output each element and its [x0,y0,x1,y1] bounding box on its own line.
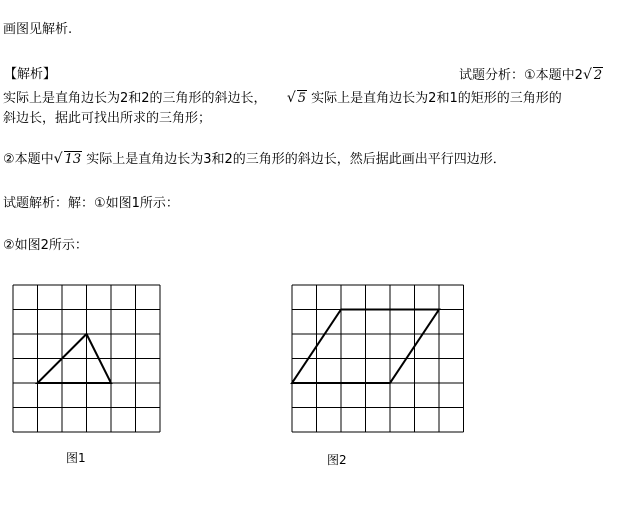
figure-2-label: 图2 [327,453,347,467]
analysis-line-3: 斜边长，据此可找出所求的三角形； [3,111,212,126]
solution-line-1: 试题解析：解：①如图1所示： [3,196,179,211]
solution-line-2: ②如图2所示： [3,238,88,253]
sqrt-13-expression: √ 13 [53,151,82,167]
figure-1-grid [13,285,160,432]
figure-1-label: 图1 [66,451,86,465]
sqrt-2-expression: √ 2 [582,67,603,83]
analysis-head-text: 试题分析：①本题中2 [459,68,583,83]
answer-line: 画图见解析. [3,22,73,37]
analysis-label: 【解析】 [4,67,57,82]
analysis-line-4a: ②本题中 [3,152,54,167]
sqrt-5-expression: √ 5 [286,90,307,106]
analysis-line-2a: 实际上是直角边长为2和2的三角形的斜边长， [3,91,267,106]
figure-2-grid [292,285,464,432]
analysis-line-4b: 实际上是直角边长为3和2的三角形的斜边长，然后据此画出平行四边形． [86,152,506,167]
analysis-line-2b: 实际上是直角边长为2和1的矩形的三角形的 [311,91,562,106]
